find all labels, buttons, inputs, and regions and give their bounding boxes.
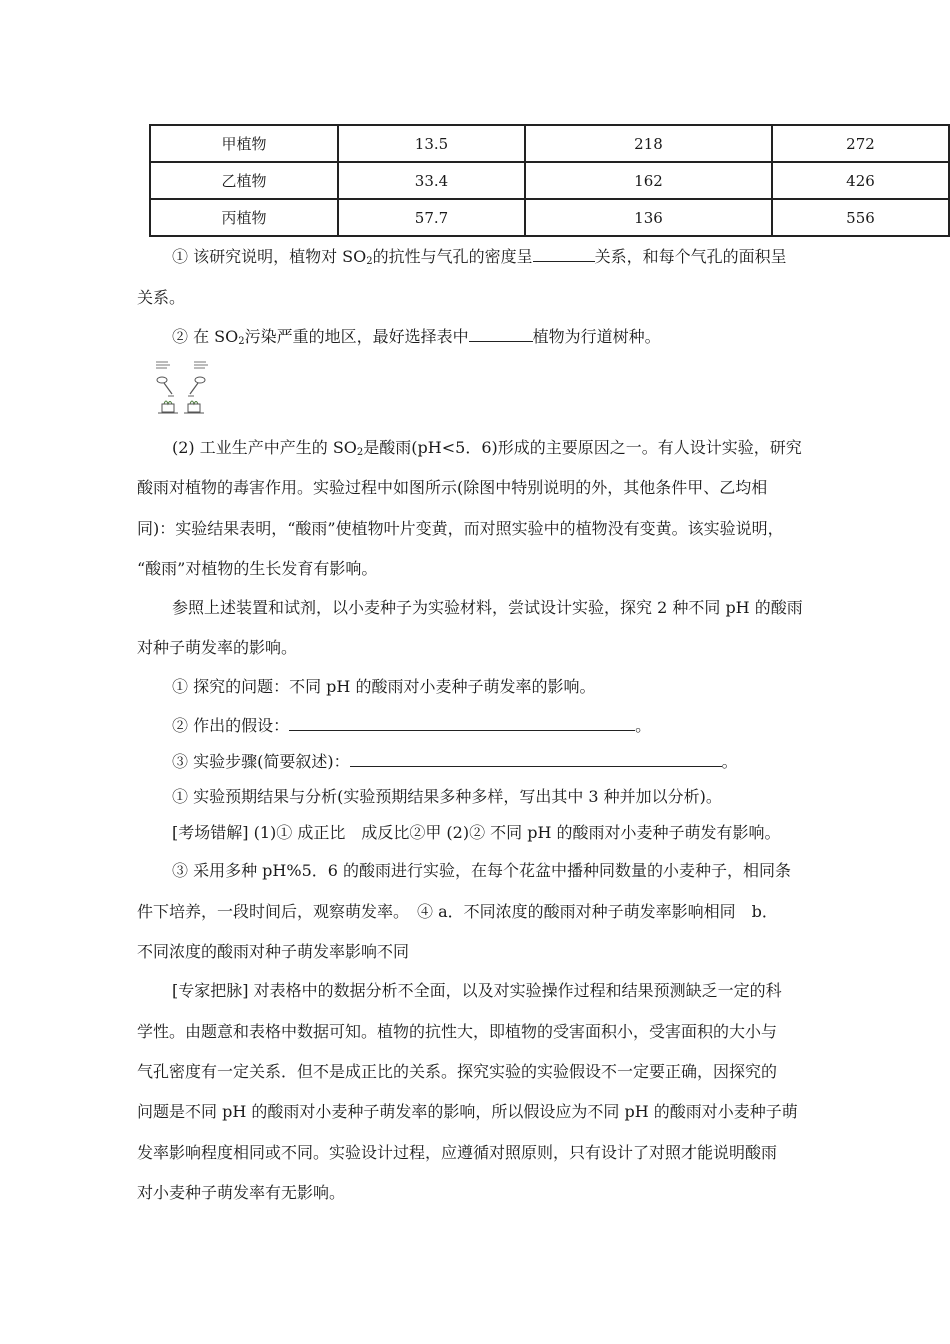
acid-rain-experiment-figure bbox=[150, 358, 212, 416]
text: 植物为行道树种。 bbox=[532, 327, 661, 346]
table-row bbox=[150, 199, 949, 236]
wrong-answer-line-3: 件下培养，一段时间后，观察萌发率。 ④ a．不同浓度的酸雨对种子萌发率影响相同 b． bbox=[137, 902, 778, 921]
table-cell: 162 bbox=[525, 162, 772, 199]
subscript: 2 bbox=[366, 256, 373, 267]
question-1b bbox=[0, 325, 950, 352]
step-4: ① 实验预期结果与分析(实验预期结果多种多样，写出其中 3 种并加以分析)。 bbox=[172, 787, 722, 806]
table-row bbox=[150, 162, 949, 199]
table-cell: 甲植物 bbox=[150, 125, 338, 162]
question-1a bbox=[0, 245, 950, 272]
subscript: 2 bbox=[238, 336, 245, 347]
para-2-line-2: 酸雨对植物的毒害作用。实验过程中如图所示(除图中特别说明的外，其他条件甲、乙均相 bbox=[137, 478, 768, 497]
expert-line-1: [专家把脉] 对表格中的数据分析不全面，以及对实验操作过程和结果预测缺乏一定的科 bbox=[172, 981, 782, 1000]
text: 污染严重的地区，最好选择表中 bbox=[244, 327, 469, 346]
wrong-answer-line-2: ③ 采用多种 pH%5．6 的酸雨进行实验，在每个花盆中播种同数量的小麦种子，相同条 bbox=[172, 861, 792, 880]
table-cell: 乙植物 bbox=[150, 162, 338, 199]
text: 的抗性与气孔的密度呈 bbox=[372, 247, 533, 266]
para-2-line-3: 同)：实验结果表明，“酸雨”使植物叶片变黄，而对照实验中的植物没有变黄。该实验说明， bbox=[137, 519, 784, 538]
text: 。 bbox=[635, 716, 652, 735]
step-2 bbox=[0, 714, 950, 736]
table-cell: 136 bbox=[525, 199, 772, 236]
answer-blank[interactable] bbox=[469, 325, 533, 342]
table-cell: 556 bbox=[772, 199, 949, 236]
text: (2) 工业生产中产生的 SO bbox=[172, 438, 357, 457]
table-cell: 272 bbox=[772, 125, 949, 162]
text: 。 bbox=[721, 752, 738, 771]
para-2-line-1 bbox=[0, 438, 950, 463]
text: 是酸雨(pH<5．6)形成的主要原因之一。有人设计实验，研究 bbox=[363, 438, 802, 457]
expert-line-5: 发率影响程度相同或不同。实验设计过程，应遵循对照原则，只有设计了对照才能说明酸雨 bbox=[137, 1143, 778, 1162]
step-1: ① 探究的问题：不同 pH 的酸雨对小麦种子萌发率的影响。 bbox=[172, 677, 596, 696]
table-cell: 57.7 bbox=[338, 199, 525, 236]
para-3-line-1: 参照上述装置和试剂，以小麦种子为实验材料，尝试设计实验，探究 2 种不同 pH 的酸雨 bbox=[172, 598, 803, 617]
hypothesis-blank[interactable] bbox=[289, 714, 635, 731]
data-table bbox=[149, 124, 950, 237]
table-row bbox=[150, 125, 949, 162]
table-cell: 218 bbox=[525, 125, 772, 162]
expert-line-4: 问题是不同 pH 的酸雨对小麦种子萌发率的影响，所以假设应为不同 pH 的酸雨对小麦种子萌 bbox=[137, 1102, 798, 1121]
table-cell: 13.5 bbox=[338, 125, 525, 162]
subscript: 2 bbox=[356, 447, 364, 458]
text: ② 在 SO bbox=[172, 327, 239, 346]
steps-blank[interactable] bbox=[350, 750, 722, 767]
text: ② 作出的假设： bbox=[172, 716, 290, 735]
text: 关系，和每个气孔的面积呈 bbox=[594, 247, 787, 266]
table-cell: 426 bbox=[772, 162, 949, 199]
text: ③ 实验步骤(简要叙述)： bbox=[172, 752, 350, 771]
step-3 bbox=[0, 750, 950, 772]
expert-line-3: 气孔密度有一定关系．但不是成正比的关系。探究实验的实验假设不一定要正确，因探究的 bbox=[137, 1062, 778, 1081]
para-2-line-4: “酸雨”对植物的生长发育有影响。 bbox=[137, 559, 378, 578]
expert-line-6: 对小麦种子萌发率有无影响。 bbox=[137, 1183, 346, 1202]
expert-line-2: 学性。由题意和表格中数据可知。植物的抗性大，即植物的受害面积小，受害面积的大小与 bbox=[137, 1022, 778, 1041]
table-cell: 丙植物 bbox=[150, 199, 338, 236]
para-3-line-2: 对种子萌发率的影响。 bbox=[137, 638, 298, 657]
experiment-diagram-icon bbox=[150, 358, 212, 416]
text: ① 该研究说明，植物对 SO bbox=[172, 247, 367, 266]
wrong-answer-line-1: [考场错解] (1)① 成正比 成反比②甲 (2)② 不同 pH 的酸雨对小麦种子萌发有影响。 bbox=[172, 823, 781, 842]
table-cell: 33.4 bbox=[338, 162, 525, 199]
question-1a-cont: 关系。 bbox=[137, 288, 186, 307]
wrong-answer-line-4: 不同浓度的酸雨对种子萌发率影响不同 bbox=[137, 942, 410, 961]
answer-blank[interactable] bbox=[533, 245, 595, 262]
